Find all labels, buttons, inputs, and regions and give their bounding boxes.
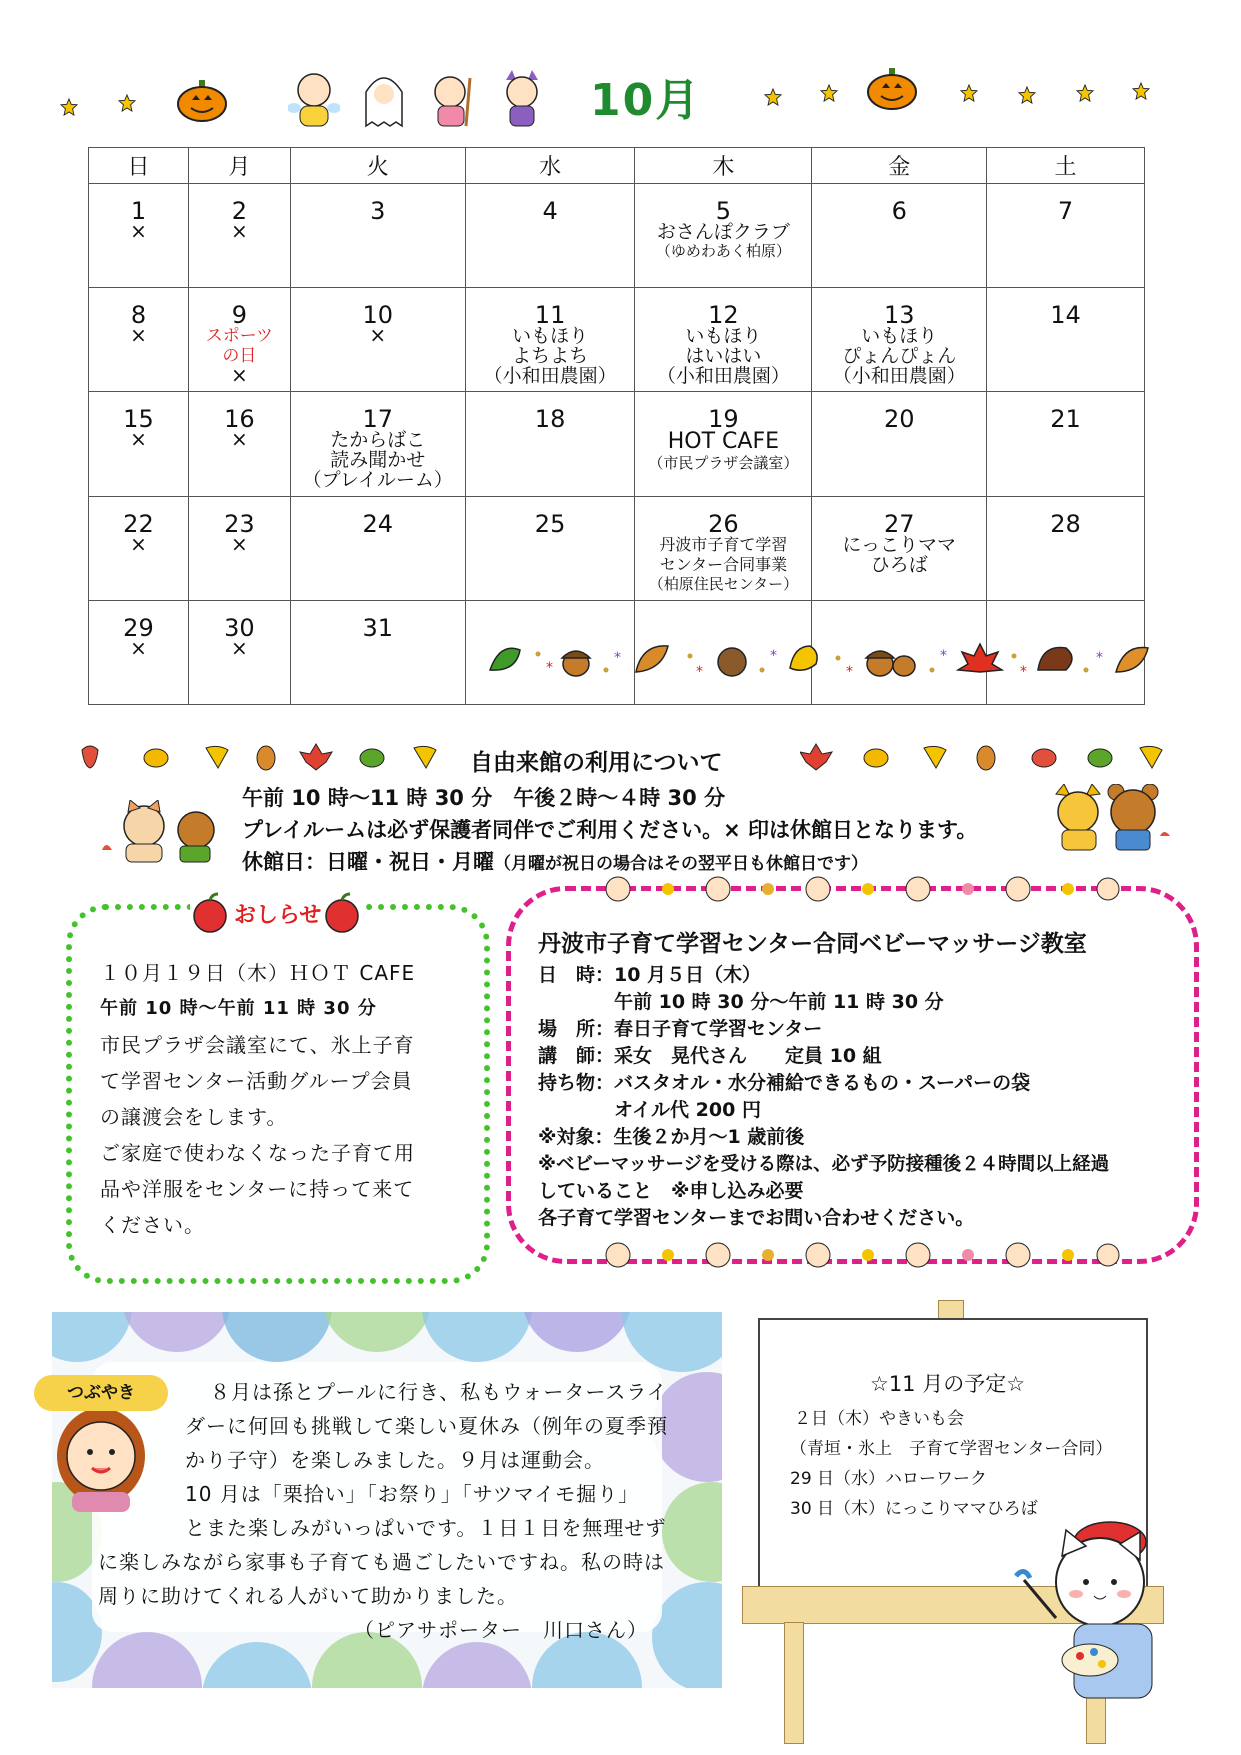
weekday-mon: 月	[188, 148, 290, 184]
leaf-icon	[360, 749, 384, 767]
massage-line: 日 時：10 月５日（木）	[538, 964, 762, 986]
day-number: 25	[534, 509, 566, 538]
day-number: 7	[1057, 197, 1074, 226]
event-place: （柏原住民センター）	[648, 574, 799, 593]
tsubuyaki-line: とまた楽しみがいっぱいです。１日１日を無理せず	[185, 1516, 667, 1540]
notice-line: １０月１９日（木）ＨＯＴ CAFE	[100, 961, 416, 985]
massage-line: オイル代 200 円	[538, 1099, 761, 1121]
tsubuyaki-line: ８月は孫とプールに行き、私もウォータースライ	[210, 1380, 668, 1404]
calendar-day	[89, 496, 189, 600]
closed-note: （月曜が祝日の場合はその翌平日も休館日です）	[494, 854, 868, 874]
november-title: ☆11 月の予定☆	[870, 1372, 1026, 1396]
day-number: 6	[891, 197, 907, 226]
event-place: （小和田農園）	[656, 365, 790, 388]
calendar-day	[635, 184, 812, 288]
day-number: 24	[362, 509, 394, 538]
event-group: ひろば	[870, 553, 928, 576]
event-name: たからばこ	[330, 429, 426, 452]
day-number: 9	[231, 301, 248, 330]
tsubuyaki-line: 周りに助けてくれる人がいて助かりました。	[98, 1584, 518, 1608]
calendar-day	[635, 392, 812, 496]
svg-text:*: *	[846, 664, 853, 680]
day-number: 12	[708, 301, 739, 330]
maple-leaf-icon	[300, 744, 332, 770]
star-icon	[960, 84, 978, 102]
free-visit-hours: 午前 10 時～11 時 30 分 午後２時～４時 30 分	[242, 786, 726, 810]
notice-line: 午前 10 時～午前 11 時 30 分	[100, 998, 377, 1019]
ginkgo-icon	[206, 746, 228, 768]
day-number: 4	[542, 197, 558, 226]
event-group: ぴょんぴょん	[842, 345, 957, 368]
event-group: よちよち	[512, 345, 589, 368]
ginkgo-icon	[1140, 746, 1162, 768]
painter-cat-illustration	[1010, 1500, 1180, 1700]
free-visit-rule: プレイルームは必ず保護者同伴でご利用ください。× 印は休館日となります。	[242, 818, 978, 842]
apple-icon	[322, 892, 362, 934]
event-place: （ゆめわあく柏原）	[655, 242, 791, 261]
star-icon	[1018, 86, 1036, 104]
calendar-day	[89, 184, 189, 288]
day-number: 31	[362, 613, 394, 642]
day-number: 20	[883, 405, 915, 434]
calendar-day	[290, 392, 465, 496]
event-place: （市民プラザ会議室）	[648, 454, 799, 473]
day-number: 8	[130, 301, 147, 330]
ginkgo-icon	[924, 746, 946, 768]
tsubuyaki-line: ダーに何回も挑戦して楽しい夏休み（例年の夏季預	[185, 1414, 668, 1438]
leaf-icon	[257, 746, 275, 770]
calendar	[88, 147, 1145, 705]
day-number: 16	[224, 405, 255, 434]
holiday-label: スポーツの日	[205, 326, 274, 367]
event-group: センター合同事業	[659, 554, 788, 574]
calendar-day	[987, 288, 1145, 392]
easel-leg	[784, 1622, 804, 1744]
event-place: （小和田農園）	[483, 365, 617, 388]
closed-mark: ×	[130, 531, 147, 556]
tsubuyaki-line: 10 月は「栗拾い」「お祭り」「サツマイモ掘り」	[185, 1482, 640, 1506]
calendar-day	[812, 288, 987, 392]
calendar-day	[812, 496, 987, 600]
chestnut-icon	[1038, 647, 1072, 670]
cat-squirrel-illustration	[96, 800, 232, 864]
event-name: 丹波市子育て学習	[659, 534, 788, 554]
calendar-day	[89, 392, 189, 496]
closed-mark: ×	[130, 219, 147, 244]
ginkgo-icon	[790, 646, 817, 670]
calendar-day	[465, 392, 635, 496]
notice-line: て学習センター活動グループ会員	[100, 1069, 413, 1093]
pinecone-icon	[718, 648, 746, 676]
svg-text:*: *	[614, 650, 621, 666]
day-number: 29	[123, 613, 154, 642]
calendar-day	[465, 184, 635, 288]
star-icon	[60, 98, 78, 116]
event-name: いもほり	[861, 325, 938, 348]
leaf-row-right	[800, 740, 1170, 774]
notice-text	[100, 955, 460, 1243]
day-number: 10	[362, 301, 394, 330]
day-number: 5	[715, 197, 732, 226]
closed-mark: ×	[231, 363, 248, 388]
free-visit-closed	[242, 846, 868, 876]
day-number: 17	[362, 405, 394, 434]
leaf-icon	[977, 746, 995, 770]
day-number: 11	[534, 301, 566, 330]
notice-tag-label: おしらせ	[234, 903, 322, 928]
calendar-week	[89, 496, 1145, 600]
calendar-day	[290, 184, 465, 288]
free-visit-title: 自由来館の利用について	[470, 750, 723, 776]
calendar-day	[812, 184, 987, 288]
tsubuyaki-line: かり子守）を楽しみました。９月は運動会。	[185, 1448, 605, 1472]
apple-icon	[190, 892, 230, 934]
dot-icon	[536, 652, 541, 657]
event-name: HOT CAFE	[667, 429, 780, 455]
calendar-day	[987, 392, 1145, 496]
calendar-week	[89, 392, 1145, 496]
massage-line: 持ち物：バスタオル・水分補給できるもの・スーパーの袋	[538, 1072, 1031, 1094]
closed-mark: ×	[231, 219, 248, 244]
leaf-icon	[1032, 749, 1056, 767]
event-group: 読み聞かせ	[330, 449, 426, 472]
pumpkin-icon	[866, 66, 918, 110]
day-number: 15	[123, 405, 154, 434]
notice-line: 品や洋服をセンターに持って来て	[100, 1177, 415, 1201]
star-icon	[764, 88, 782, 106]
massage-line: 午前 10 時 30 分～午前 11 時 30 分	[538, 991, 944, 1013]
star-icon	[118, 94, 136, 112]
leaf-icon	[636, 646, 668, 672]
event-group: はいはい	[685, 345, 762, 368]
weekday-tue: 火	[290, 148, 465, 184]
svg-text:*: *	[1096, 650, 1103, 666]
closed-mark: ×	[231, 531, 248, 556]
star-icon	[1132, 82, 1150, 100]
weekday-sun: 日	[89, 148, 189, 184]
weekday-sat: 土	[987, 148, 1145, 184]
maple-leaf-icon	[800, 744, 832, 770]
calendar-day	[465, 288, 635, 392]
event-name: にっこりママ	[842, 533, 957, 556]
tsubuyaki-signature: （ピアサポーター 川口さん）	[354, 1618, 648, 1642]
calendar-day	[987, 184, 1145, 288]
day-number: 13	[883, 301, 915, 330]
svg-text:*: *	[1020, 664, 1027, 680]
star-icon	[820, 84, 838, 102]
fox-bear-illustration	[1048, 784, 1178, 854]
pumpkin-icon	[176, 78, 228, 122]
calendar-day	[188, 288, 290, 392]
event-name: いもほり	[512, 325, 589, 348]
massage-line: ※ベビーマッサージを受ける際は、必ず予防接種後２４時間以上経過	[538, 1154, 1110, 1175]
weekday-header	[89, 148, 1145, 184]
notice-tag	[190, 886, 360, 938]
calendar-day	[635, 496, 812, 600]
leaf-icon	[1088, 749, 1112, 767]
closed-mark: ×	[130, 635, 147, 660]
leaf-icon	[144, 749, 168, 767]
autumn-leaves-decoration	[486, 640, 1186, 680]
closed-label: 休館日：日曜・祝日・月曜	[242, 850, 494, 874]
day-number: 19	[708, 405, 739, 434]
event-place: （プレイルーム）	[302, 469, 453, 492]
event-place: （小和田農園）	[832, 365, 966, 388]
leaf-icon	[490, 648, 520, 670]
closed-mark: ×	[231, 635, 248, 660]
calendar-day	[188, 184, 290, 288]
notice-line: 市民プラザ会議室にて、氷上子育	[100, 1033, 415, 1057]
day-number: 21	[1050, 405, 1081, 434]
day-number: 22	[123, 509, 154, 538]
calendar-day	[188, 496, 290, 600]
calendar-day	[812, 392, 987, 496]
day-number: 27	[883, 509, 915, 538]
day-number: 3	[370, 197, 386, 226]
day-number: 28	[1050, 509, 1081, 538]
calendar-day	[89, 288, 189, 392]
svg-text:*: *	[770, 648, 777, 664]
acorn-icon	[866, 651, 915, 676]
calendar-day	[188, 392, 290, 496]
massage-line: していること ※申し込み必要	[538, 1180, 804, 1202]
tsubuyaki-badge: つぶやき	[34, 1375, 168, 1411]
massage-line: 講 師：采女 晃代さん 定員 10 組	[538, 1045, 882, 1067]
calendar-day	[987, 496, 1145, 600]
weekday-wed: 水	[465, 148, 635, 184]
calendar-week	[89, 288, 1145, 392]
closed-mark: ×	[369, 323, 387, 348]
leaf-icon	[1116, 648, 1148, 673]
day-number: 30	[224, 613, 255, 642]
maple-leaf-icon	[958, 644, 1002, 672]
notice-line: ください。	[100, 1213, 205, 1237]
calendar-day	[290, 288, 465, 392]
massage-line: ※対象：生後２か月～1 歳前後	[538, 1126, 805, 1148]
star-icon	[1076, 84, 1094, 102]
acorn-icon	[562, 651, 590, 676]
november-line: （青垣・氷上 子育て学習センター合同）	[790, 1439, 1113, 1459]
svg-text:*: *	[940, 648, 947, 664]
month-title: 10月	[590, 75, 702, 126]
day-number: 14	[1050, 301, 1081, 330]
calendar-day	[465, 496, 635, 600]
witch-kid-icon	[426, 68, 478, 130]
event-name: おさんぽクラブ	[656, 221, 790, 244]
notice-line: の譲渡会をします。	[100, 1105, 288, 1129]
day-number: 18	[534, 405, 566, 434]
event-name: いもほり	[685, 325, 762, 348]
baby-faces-top	[600, 874, 1120, 904]
november-line: 29 日（水）ハローワーク	[790, 1469, 988, 1489]
leaf-icon	[864, 749, 888, 767]
day-number: 23	[224, 509, 255, 538]
weekday-thu: 木	[635, 148, 812, 184]
calendar-day	[89, 600, 189, 704]
massage-details	[538, 962, 1109, 1232]
notice-line: ご家庭で使わなくなった子育て用	[100, 1141, 415, 1165]
star-small-icon: *	[546, 660, 553, 676]
svg-text:*: *	[696, 664, 703, 680]
closed-mark: ×	[130, 427, 147, 452]
closed-mark: ×	[231, 427, 248, 452]
massage-title: 丹波市子育て学習センター合同ベビーマッサージ教室	[538, 931, 1087, 957]
day-number: 1	[130, 197, 147, 226]
leaf-row-left	[76, 740, 446, 774]
massage-line: 各子育て学習センターまでお問い合わせください。	[538, 1207, 975, 1229]
closed-mark: ×	[130, 323, 147, 348]
ghost-kid-icon	[358, 68, 410, 130]
cat-kid-icon	[496, 68, 548, 130]
ginkgo-icon	[414, 746, 436, 768]
calendar-day	[635, 288, 812, 392]
baby-faces-bottom	[600, 1240, 1120, 1270]
day-number: 26	[708, 509, 739, 538]
tsubuyaki-line: に楽しみながら家事も子育ても過ごしたいですね。私の時は	[98, 1550, 665, 1574]
massage-line: 場 所：春日子育て学習センター	[538, 1018, 823, 1040]
weekday-fri: 金	[812, 148, 987, 184]
calendar-day	[188, 600, 290, 704]
tsubuyaki-text	[60, 1375, 700, 1647]
calendar-week	[89, 184, 1145, 288]
calendar-day	[290, 496, 465, 600]
bee-kid-icon	[288, 68, 340, 130]
day-number: 2	[231, 197, 248, 226]
november-line: ２日（木）やきいも会	[794, 1409, 964, 1429]
leaf-icon	[82, 746, 98, 768]
calendar-day	[290, 600, 465, 704]
november-line: 30 日（木）にっこりママひろば	[790, 1499, 1038, 1519]
